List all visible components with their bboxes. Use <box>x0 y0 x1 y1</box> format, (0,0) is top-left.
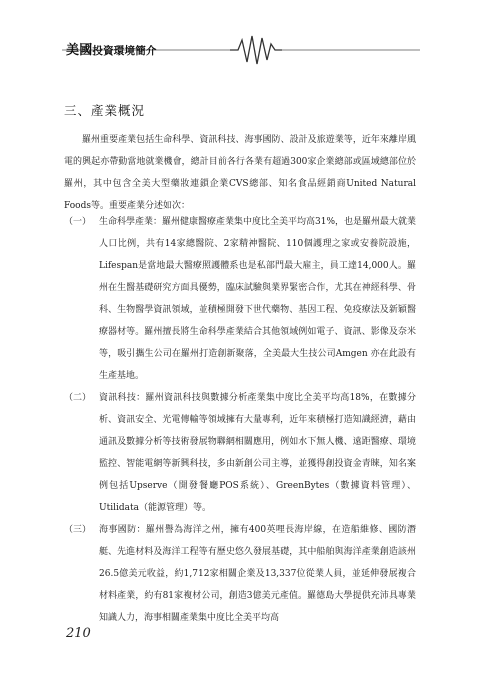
header-title-prefix: 美國 <box>66 43 93 58</box>
page-number: 210 <box>66 626 91 641</box>
header-title-rest: 投資環境簡介 <box>92 45 157 57</box>
list-item-life-science <box>64 211 416 387</box>
list-item-text: 生命科學產業：羅州健康醫療產業集中度比全美平均高31%，也是羅州最大就業人口比例，共有14家總醫院、2家精神醫院、110個護理之家或安養院設施，Lifespan是當地最大醫療照護體系也是私部門最大雇主，員工達14,000人。羅州在生醫基礎研究方面具優勢，臨床試驗與業界緊密合作，尤其在神經科學、骨科、生物醫學資訊領域，並積極開發下世代藥物、基因工程、免疫療法及新穎醫療器材等。羅州擅長將生命科學產業結合其他領域例如電子、資訊、影像及奈米等，吸引攜生公司在羅州打造創新聚落，全美最大生技公司Amgen 亦在此設有生產基地。 <box>99 217 417 381</box>
list-item-maritime-defense <box>64 519 416 629</box>
section-title: 三、產業概況 <box>64 103 146 118</box>
list-item-number: （一） <box>64 217 92 227</box>
industry-list <box>64 211 416 629</box>
header-title <box>66 39 157 58</box>
list-item-number: （二） <box>64 393 92 403</box>
list-item-number: （三） <box>64 525 92 535</box>
list-item-text: 海事國防：羅州譽為海洋之州，擁有400英哩長海岸線，在造船維修、國防潛艇、先進材料及海洋工程等有歷史悠久發展基礎，其中船舶與海洋產業創造該州26.5億美元收益，約1,712家相關企業及13,337位從業人員，並延伸發展複合材料產業，約有81家複材公司，創造3億美元產值。羅德島大學提供充沛具專業知識人力，海事相關產業集中度比全美平均高 <box>99 525 416 623</box>
list-item-text: 資訊科技：羅州資訊科技與數據分析產業集中度比全美平均高18%，在數據分析、資訊安全、光電傳輸等領域擁有大量專利，近年來積極打造知識經濟，藉由通訊及數據分析等技術發展物聯網相關應用，例如水下無人機、遠距醫療、環境監控、智能電網等新興科技，多由新創公司主導，並獲得創投資金青睞，知名案例包括Upserve（開發餐廳POS系統）、GreenBytes（數據資料管理）、Utilidata（能源管理）等。 <box>99 393 416 513</box>
running-header <box>0 28 480 72</box>
intro-paragraph: 羅州重要產業包括生命科學、資訊科技、海事國防、設計及旅遊業等，近年來離岸風電的興起亦帶動當地就業機會，總計目前各行各業有超過300家企業總部或區域總部位於羅州，其中包含全美大型藥妝連鎖企業CVS總部、知名食品經銷商United Natural Foods等。重要產業分述如次： <box>64 135 416 211</box>
list-item-information-technology <box>64 387 416 519</box>
